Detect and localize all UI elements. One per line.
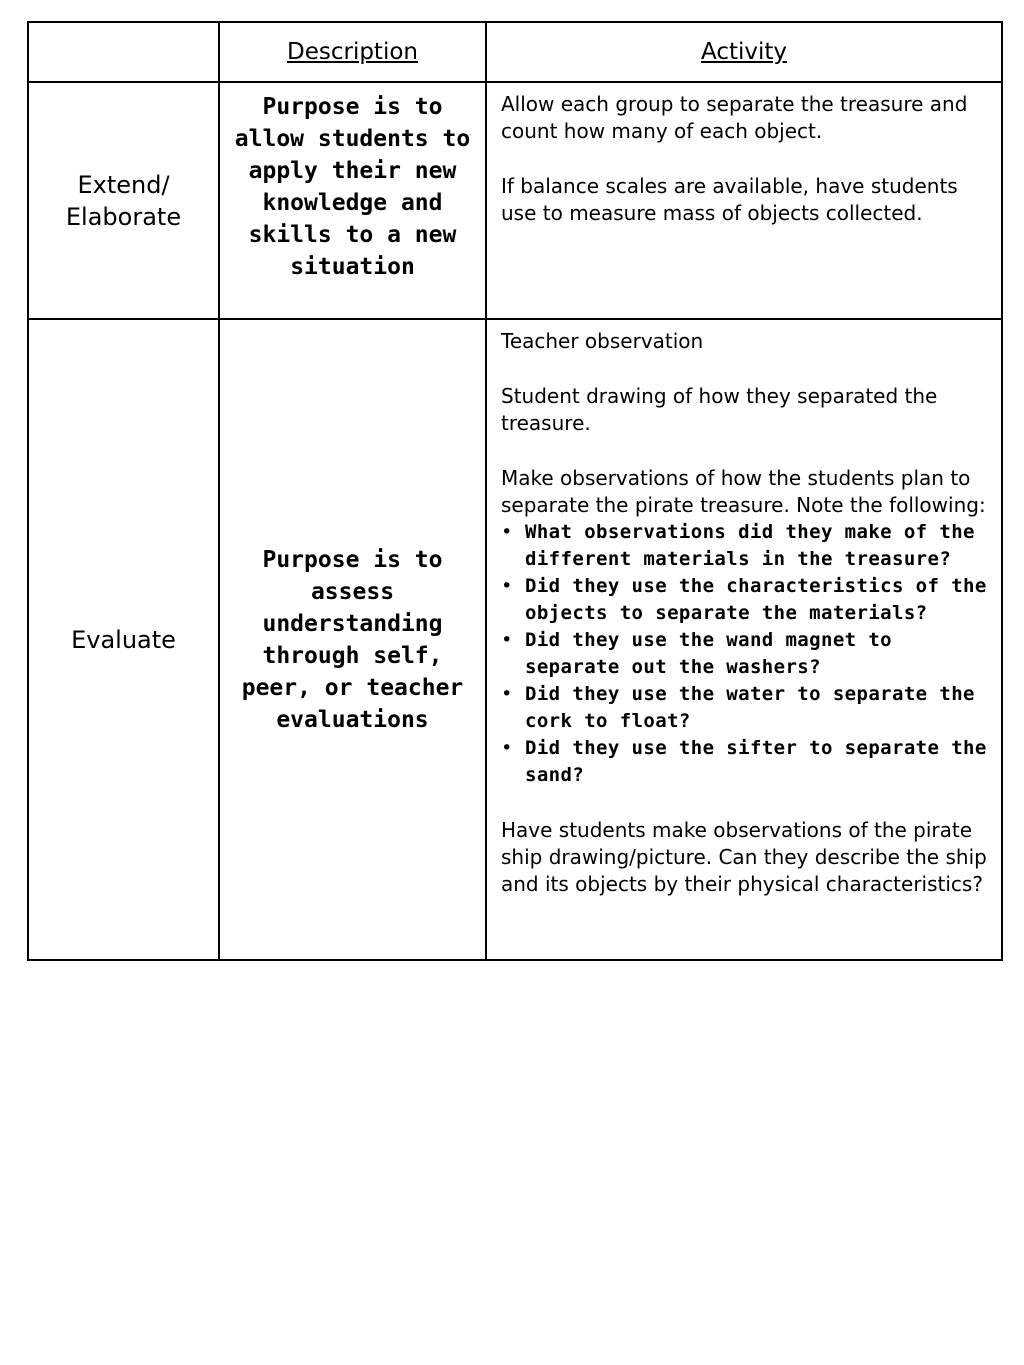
- observation-checklist: [501, 519, 991, 789]
- stage-label-line: Extend/: [77, 170, 170, 199]
- bullet-icon: •: [501, 737, 513, 759]
- activity-column-header: Activity: [486, 22, 1002, 82]
- bullet-icon: •: [501, 683, 513, 705]
- description-line: Purpose is to: [262, 94, 443, 120]
- activity-paragraph: Student drawing of how they separated the treasure.: [501, 384, 938, 435]
- checklist-item: [501, 735, 991, 789]
- description-line: allow students to: [234, 126, 471, 152]
- stage-label-line: Evaluate: [71, 625, 176, 654]
- checklist-item: [501, 519, 991, 573]
- bullet-icon: •: [501, 629, 513, 651]
- activity-cell-extend-elaborate: [486, 82, 1002, 319]
- table-row-extend-elaborate: [28, 82, 1002, 319]
- description-line: understanding: [262, 610, 443, 637]
- description-line: peer, or teacher: [241, 674, 464, 701]
- description-line: apply their new: [248, 158, 457, 184]
- activity-paragraph: Make observations of how the students plan to separate the pirate treasure. Note the following:: [501, 466, 986, 517]
- description-line: skills to a new: [248, 222, 457, 248]
- bullet-icon: •: [501, 575, 513, 597]
- checklist-item-text: Did they use the sifter to separate the sand?: [525, 737, 987, 786]
- description-line: through self,: [262, 642, 443, 669]
- checklist-item-text: Did they use the wand magnet to separate out the washers?: [525, 629, 893, 678]
- stage-cell-evaluate: [28, 319, 219, 960]
- checklist-item: [501, 573, 991, 627]
- bullet-icon: •: [501, 521, 513, 543]
- lesson-plan-table: [27, 21, 1003, 961]
- checklist-item: [501, 627, 991, 681]
- activity-paragraph: Teacher observation: [501, 329, 704, 353]
- checklist-item-text: Did they use the characteristics of the objects to separate the materials?: [525, 575, 987, 624]
- table-row-evaluate: [28, 319, 1002, 960]
- description-cell-evaluate: [219, 319, 486, 960]
- checklist-item-text: What observations did they make of the different materials in the treasure?: [525, 521, 975, 570]
- table-header-row: [28, 22, 1002, 82]
- checklist-item: [501, 681, 991, 735]
- description-line: situation: [290, 254, 415, 280]
- activity-paragraph: Allow each group to separate the treasure and count how many of each object.: [501, 92, 968, 143]
- stage-column-header: [28, 22, 219, 82]
- checklist-item-text: Did they use the water to separate the cork to float?: [525, 683, 975, 732]
- description-line: Purpose is to: [262, 546, 443, 573]
- activity-cell-evaluate: [486, 319, 1002, 960]
- activity-paragraph: Have students make observations of the pirate ship drawing/picture. Can they describe the ship and its objects by their physical characteristics?: [501, 818, 987, 896]
- description-line: knowledge and: [262, 190, 443, 216]
- description-line: evaluations: [276, 706, 429, 733]
- description-column-header: Description: [219, 22, 486, 82]
- stage-cell-extend-elaborate: [28, 82, 219, 319]
- description-cell-extend-elaborate: [219, 82, 486, 319]
- activity-paragraph: If balance scales are available, have students use to measure mass of objects collected.: [501, 174, 958, 225]
- stage-label-line: Elaborate: [65, 202, 182, 231]
- description-line: assess: [310, 578, 395, 605]
